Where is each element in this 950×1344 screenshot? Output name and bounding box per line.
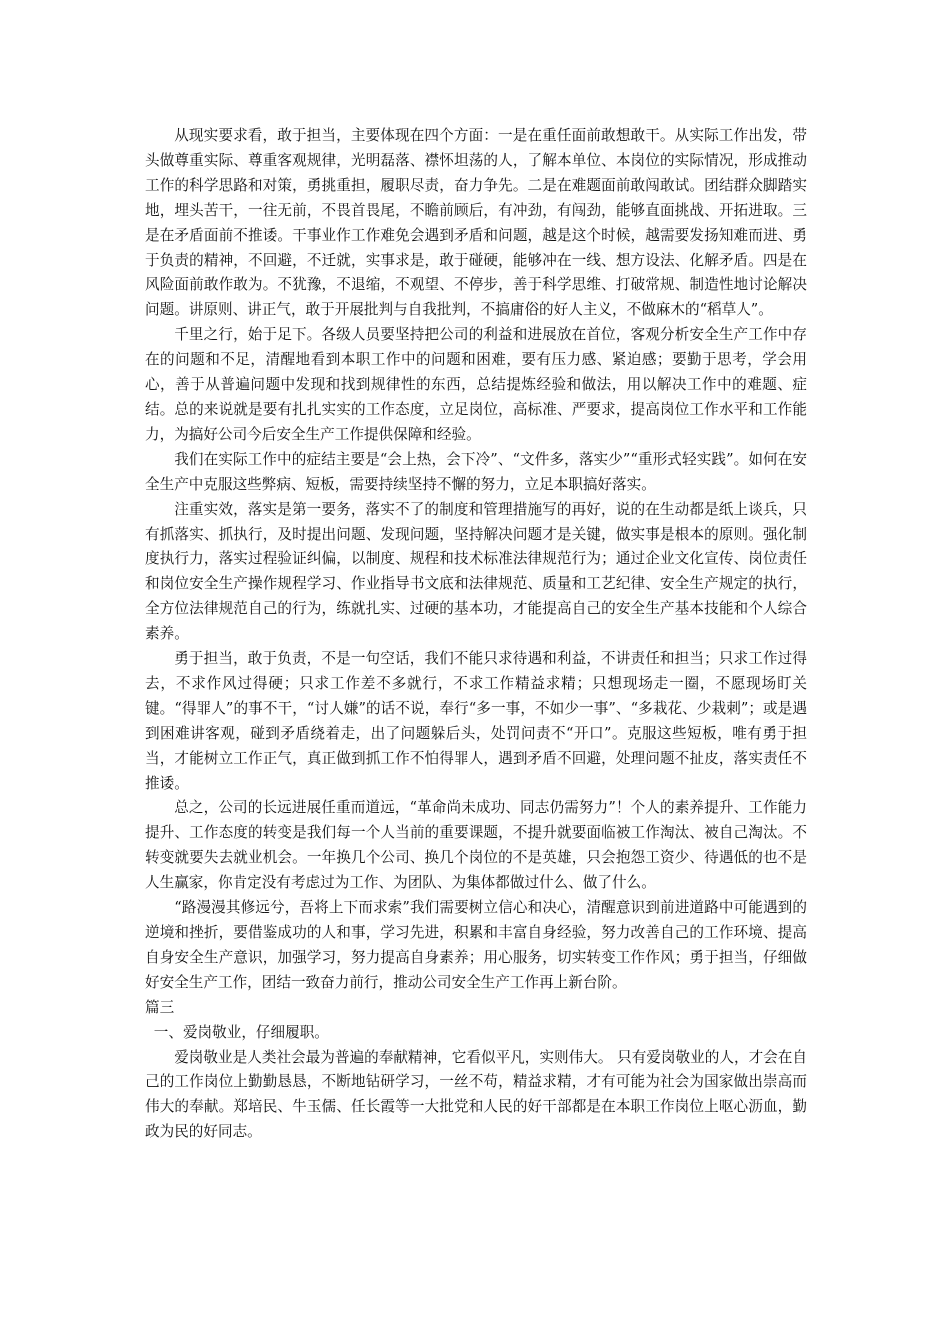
paragraph-responsibility-four-aspects: 从现实要求看，敢于担当，主要体现在四个方面：一是在重任面前敢想敢干。从实际工作出发，带头做尊重实际、尊重客观规律，光明磊落、襟怀坦荡的人，了解本单位、本岗位的实际情况，形成推动工作的科学思路和对策，勇挑重担，履职尽责，奋力争先。二是在难题面前敢闯敢试。团结群众脚踏实地，埋头苦干，一往无前，不畏首畏尾，不瞻前顾后，有冲劲，有闯劲，能够直面挑战、开拓进取。三是在矛盾面前不推诿。干事业作工作难免会遇到矛盾和问题，越是这个时候，越需要发扬知难而进、勇于负责的精神，不回避，不迁就，实事求是，敢于碰硬，能够冲在一线、想方设法、化解矛盾。四是在风险面前敢作敢为。不犹豫，不退缩，不观望、不停步，善于科学思维、打破常规、制造性地讨论解决问题。讲原则、讲正气，敢于开展批判与自我批判，不搞庸俗的好人主义，不做麻木的“稻草人”。	[145, 127, 807, 319]
paragraph-dedication: 爱岗敬业是人类社会最为普遍的奉献精神，它看似平凡，实则伟大。 只有爱岗敬业的人，才会在自己的工作岗位上勤勤恳恳，不断地钻研学习，一丝不苟，精益求精，才有可能为社会为国家做出崇高而伟大的奉献。郑培民、牛玉儒、任长霞等一大批党和人民的好干部都是在本职工作岗位上呕心沥血，勤政为民的好同志。	[145, 1048, 807, 1141]
paragraph-work-problems: 我们在实际工作中的症结主要是“会上热，会下冷”、“文件多，落实少”“重形式轻实践”。如何在安全生产中克服这些弊病、短板，需要持续坚持不懈的努力，立足本职搞好落实。	[145, 450, 807, 493]
paragraph-take-responsibility: 勇于担当，敢于负责，不是一句空话，我们不能只求待遇和利益，不讲责任和担当；只求工作过得去，不求作风过得硬；只求工作差不多就行，不求工作精益求精；只想现场走一圈，不愿现场盯关键。“得罪人”的事不干，“讨人嫌”的话不说，奉行“多一事，不如少一事”、“多栽花、少栽刺”；或是遇到困难讲客观，碰到矛盾绕着走，出了问题躲后头，处罚问责不“开口”。克服这些短板，唯有勇于担当，才能树立工作正气，真正做到抓工作不怕得罪人，遇到矛盾不回避，处理问题不扯皮，落实责任不推诿。	[145, 650, 807, 792]
section-subheading: 一、爱岗敬业，仔细履职。	[153, 1023, 329, 1041]
paragraph-long-road: “路漫漫其修远兮，吾将上下而求索”我们需要树立信心和决心，清醒意识到前进道路中可能遇到的逆境和挫折，要借鉴成功的人和事，学习先进，积累和丰富自身经验，努力改善自己的工作环境、提高自身安全生产意识，加强学习，努力提高自身素养；用心服务，切实转变工作作风；勇于担当，仔细做好安全生产工作，团结一致奋力前行，推动公司安全生产工作再上新台阶。	[145, 899, 807, 991]
paragraph-in-summary: 总之，公司的长远进展任重而道远，“革命尚未成功、同志仍需努力”！个人的素养提升、工作能力提升、工作态度的转变是我们每一个人当前的重要课题，不提升就要面临被工作淘汰、被自己淘汰。不转变就要失去就业机会。一年换几个公司、换几个岗位的不是英雄，只会抱怨工资少、待遇低的也不是人生赢家，你肯定没有考虑过为工作、为团队、为集体都做过什么、做了什么。	[145, 799, 807, 892]
document-page	[145, 124, 807, 1145]
paragraph-journey-begins: 千里之行，始于足下。各级人员要坚持把公司的利益和进展放在首位，客观分析安全生产工作中存在的问题和不足，清醒地看到本职工作中的问题和困难，要有压力感、紧迫感；要勤于思考，学会用心，善于从普遍问题中发现和找到规律性的东西，总结提炼经验和做法，用以解决工作中的难题、症结。总的来说就是要有扎扎实实的工作态度，立足岗位，高标准、严要求，提高岗位工作水平和工作能力，为搞好公司今后安全生产工作提供保障和经验。	[145, 326, 807, 443]
section-title: 篇三	[145, 998, 175, 1016]
paragraph-focus-results: 注重实效，落实是第一要务，落实不了的制度和管理措施写的再好，说的在生动都是纸上谈兵，只有抓落实、抓执行，及时提出问题、发现问题，坚持解决问题才是关键，做实事是根本的原则。强化制度执行力，落实过程验证纠偏，以制度、规程和技术标准法律规范行为；通过企业文化宣传、岗位责任和岗位安全生产操作规程学习、作业指导书文底和法律规范、质量和工艺纪律、安全生产规定的执行，全方位法律规范自己的行为，练就扎实、过硬的基本功，才能提高自己的安全生产基本技能和个人综合素养。	[145, 500, 807, 643]
